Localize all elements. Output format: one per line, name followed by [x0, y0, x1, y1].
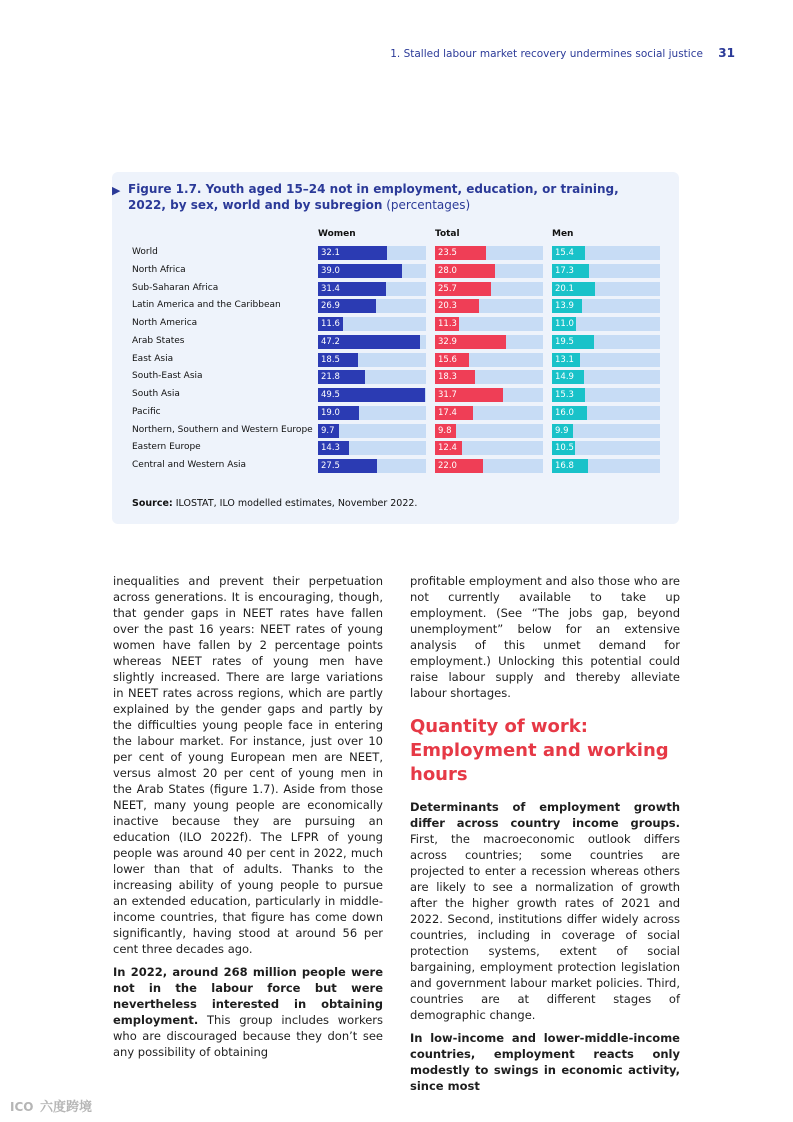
bar-value-label: 13.1 [555, 354, 574, 365]
bar-value-label: 31.7 [438, 390, 457, 400]
bar-value-label: 18.5 [321, 354, 340, 365]
bar-value-label: 16.0 [555, 407, 574, 418]
bar-value-label: 9.9 [555, 425, 569, 436]
bar-value-label: 14.9 [555, 372, 574, 383]
bar-value-label: 11.3 [438, 319, 457, 329]
bar-value-label: 11.0 [555, 319, 574, 329]
right-paragraph-2-rest: First, the macroeconomic outlook differs across countries; some countries are projected to enter a recession whereas others are likely to see a normalization of growth after the higher growth rates of 2021 and 2022. Second, institutions differ widely across countries, including in coverage of social protection systems, extent of social bargaining, employment protection legislation and government labour market policies. Third, countries are at different stages of demographic change. [410, 832, 680, 1022]
right-column [410, 573, 680, 1101]
row-label: South-East Asia [132, 371, 203, 382]
watermark-text: 六度跨境 [40, 1100, 93, 1115]
running-head [0, 46, 735, 60]
bar-value-label: 12.4 [438, 443, 457, 454]
bar-value-label: 11.6 [321, 319, 340, 329]
bar-value-label: 49.5 [321, 390, 340, 400]
bar-value-label: 15.4 [555, 248, 574, 258]
bar-value-label: 39.0 [321, 265, 340, 276]
bar-value-label: 9.7 [321, 425, 335, 436]
column-header-women: Women [318, 229, 356, 239]
chapter-title: 1. Stalled labour market recovery undermines social justice [390, 48, 703, 60]
bar-value-label: 16.8 [555, 461, 574, 471]
bar-value-label: 21.8 [321, 372, 340, 383]
figure-title-bold: Figure 1.7. Youth aged 15–24 not in employment, education, or training, 2022, by sex, world and by subregion [128, 182, 619, 212]
page-number: 31 [718, 46, 735, 60]
left-paragraph-1: inequalities and prevent their perpetuation across generations. It is encouraging, though, that gender gaps in NEET rates have fallen over the past 16 years: NEET rates of young women have fallen by 2 percentage points whereas NEET rates of young men have slightly increased. There are large variations in NEET rates across regions, which are partly explained by the gender gaps and partly by the difficulties young people face in entering the labour market. For instance, just over 10 per cent of young European men are NEET, versus almost 20 per cent of young men in the Arab States (figure 1.7). Aside from those NEET, many young people are economically inactive because they are pursuing an education (ILO 2022f). The LFPR of young people was around 40 per cent in 2022, much lower than that of adults. Thanks to the increasing ability of young people to pursue an extended education, particularly in middle-income countries, that figure has come down significantly, having stood at around 56 per cent three decades ago. [113, 574, 383, 956]
bar-value-label: 17.4 [438, 407, 457, 418]
play-arrow-icon: ▶ [112, 184, 121, 197]
bar-value-label: 32.1 [321, 248, 340, 258]
figure-title [112, 182, 648, 213]
row-label: World [132, 247, 158, 257]
row-label: Pacific [132, 406, 161, 417]
row-label: Arab States [132, 335, 185, 346]
row-label: Northern, Southern and Western Europe [132, 424, 313, 435]
left-paragraph-2 [113, 964, 383, 1060]
bar-value-label: 25.7 [438, 283, 457, 294]
left-paragraph-2-lead: In 2022, around 268 million people were not in the labour force but were nevertheless interested in obtaining employment. [113, 965, 383, 1027]
bar-value-label: 18.3 [438, 372, 457, 383]
bar-value-label: 23.5 [438, 248, 457, 258]
source-label: Source: [132, 498, 173, 509]
source-text: ILOSTAT, ILO modelled estimates, November 2022. [172, 498, 418, 509]
bar-value-label: 10.5 [555, 443, 574, 454]
bar-value-label: 15.3 [555, 390, 574, 400]
right-paragraph-3-lead: In low-income and lower-middle-income countries, employment reacts only modestly to swings in economic activity, since most [410, 1031, 680, 1093]
bar-value-label: 27.5 [321, 461, 340, 471]
left-column [113, 573, 383, 1067]
row-label: Central and Western Asia [132, 460, 247, 470]
left-paragraph-2-rest: This group includes workers who are discouraged because they don’t see any possibility of obtaining [113, 1013, 383, 1059]
figure-source [132, 498, 417, 509]
bar-value-label: 26.9 [321, 301, 340, 312]
bar-value-label: 19.0 [321, 407, 340, 418]
bar-value-label: 20.3 [438, 301, 457, 312]
bar-value-label: 28.0 [438, 265, 457, 276]
row-label: South Asia [132, 389, 180, 399]
bar-value-label: 9.8 [438, 425, 452, 436]
bar-value-label: 22.0 [438, 461, 457, 471]
right-paragraph-1: profitable employment and also those who are not currently available to take up employment. (See “The jobs gap, beyond unemployment” below for an extensive analysis of this unmet demand for employment.) Unlocking this potential could raise labour supply and thereby alleviate labour shortages. [410, 574, 680, 700]
right-paragraph-3 [410, 1030, 680, 1094]
figure-title-unit: (percentages) [382, 197, 471, 212]
bar-value-label: 13.9 [555, 301, 574, 312]
right-paragraph-2 [410, 799, 680, 1023]
bar-value-label: 31.4 [321, 283, 340, 294]
bar-value-label: 32.9 [438, 336, 457, 347]
watermark-logo-icon: ICO [10, 1100, 34, 1114]
row-label: North Africa [132, 264, 186, 275]
row-label: Latin America and the Caribbean [132, 300, 281, 311]
column-header-total: Total [435, 229, 460, 239]
watermark [10, 1096, 92, 1115]
row-label: Eastern Europe [132, 442, 201, 453]
bar-value-label: 17.3 [555, 265, 574, 276]
right-paragraph-2-lead: Determinants of employment growth differ across country income groups. [410, 800, 680, 830]
bar-value-label: 19.5 [555, 336, 574, 347]
figure-box [112, 172, 679, 524]
column-header-men: Men [552, 229, 574, 239]
bar-value-label: 15.6 [438, 354, 457, 365]
bar-value-label: 47.2 [321, 336, 340, 347]
row-label: North America [132, 318, 198, 328]
row-label: Sub-Saharan Africa [132, 282, 219, 293]
section-heading: Quantity of work: Employment and working hours [410, 716, 669, 785]
row-label: East Asia [132, 353, 174, 364]
bar-value-label: 20.1 [555, 283, 574, 294]
bar-value-label: 14.3 [321, 443, 340, 454]
